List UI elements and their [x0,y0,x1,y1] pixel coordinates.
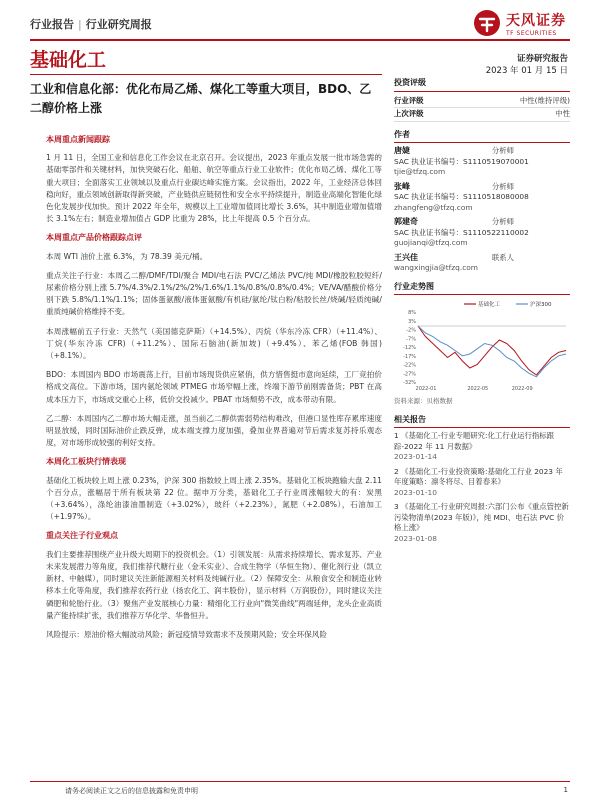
related-report-title[interactable]: 2 《基础化工-行业投资策略:基础化工行业 2023 年年度策略：凛冬将尽、目着春来》 [394,466,563,486]
chart-source: 资料来源：贝格数据 [394,397,453,405]
y-tick-label: -7% [406,336,416,343]
footer-disclaimer: 请务必阅读正文之后的信息披露和免责申明 [65,787,198,795]
section-news [30,134,382,225]
rating-heading: 投资评级 [394,78,570,92]
paragraph: 1 月 11 日，全国工业和信息化工作会议在北京召开。会议提出，2023 年重点发展一批市场急需的基础零部件和关键材料，加快突破石化、船舶、航空等重点行业工业软件；优化布局乙烯、煤化工等重大项目；全面落实工业领域以及重点行业碳达峰实施方案。会议指出，2022 年，工业经济总体回稳向好，重点领域创新取得新突破，产业链供应链韧性和安全水平持续提升，制造业高端化智能化绿色化发展步伐加快。预计 2022 年全年，规模以上工业增加值同比增长 3.6%，其中制造业增加值增长 3.1%左右；制造业增加值占 GDP 比重为 28%，比上年提高 0.5 个百分点。 [46,153,382,224]
x-tick-label: 2022-01 [415,386,437,392]
section-heading: 重点关注子行业观点 [46,531,118,541]
analyst-email[interactable]: guojianqi@tfzq.com [394,238,468,247]
analyst-role: 分析师 [491,217,514,226]
paragraph: 乙二醇：本周国内乙二醇市场大幅走涨，虽当前乙二醇供需弱势结构难改，但港口显性库存累库速度明显放缓，同时国际油价止跌反弹，成本端支撑力度加强，叠加业界普遍对节后需求复苏持乐观态度，对市场形成较强的利好支持。 [46,413,382,448]
section-heading: 本周化工板块行情表现 [46,457,126,467]
paragraph: 我们主要推荐围绕产业升级大周期下的投资机会。（1）引领发展：从需求持续增长、需求复苏、产业未来发展潜力等角度，我们推荐代糖行业（金禾实业）、合成生物学（华恒生物）、催化剂行业（凯立新材、中触媒），同时建议关注新能源相关材料及纯碱行业。（2）保障安全：从粮食安全和制造业转移本土化等角度，我们推荐农药行业（扬农化工、润丰股份），显示材料（万润股份），同时建议关注磷肥和轮胎行业。（3）聚焦产业发展核心力量：精细化工行业向"微笑曲线"两端延伸，龙头企业高质量产能持续扩张，我们推荐万华化学、华鲁恒升。 [46,549,382,620]
analyst-name: 张峰 [394,181,410,191]
y-tick-label: -32% [403,380,416,386]
legend-label: 基础化工 [478,302,501,308]
related-report-date: 2023-01-10 [394,487,437,497]
header-subcategory-label: 行业研究周报 [85,18,152,31]
related-report-title[interactable]: 1 《基础化工-行业专题研究:化工行业运行指标跟踪-2022 年 11 月数据》 [394,431,555,451]
report-date: 2023 年 01 月 15 日 [485,66,568,76]
related-report-date: 2023-01-14 [394,452,437,461]
analyst-name: 王兴佳 [394,252,418,262]
analyst-cert: SAC 执业证书编号：S1110519070001 [394,156,529,166]
page-number: 1 [563,786,568,794]
header-category: 行业报告 | 行业研究周报 [30,18,152,31]
paragraph: 本周涨幅前五子行业：天然气（美国德克萨斯）（+14.5%）、丙烷（华东冷冻 CFR）（+11.4%）、丁烷(华东冷冻 CFR)（+11.2%）、国际石脑油(新加坡)（+9.4%）、苯乙烯(FOB 韩国)（+8.1%）。 [46,326,382,361]
tf-securities-logo [472,8,566,38]
header-divider [30,39,570,41]
sidebar [394,78,570,548]
section-market [30,456,382,523]
logo-cn-text: 天风证券 [506,12,566,29]
logo-en-text: TF SECURITIES [506,29,557,37]
legend-label: 沪深300 [530,302,552,308]
tf-logo-icon [472,8,502,38]
analyst-email[interactable]: wangxingjia@tfzq.com [394,263,478,272]
section-heading: 本周重点新闻跟踪 [46,135,110,144]
analyst-email[interactable]: zhangfeng@tfzq.com [394,202,473,212]
analyst-cert: SAC 执业证书编号：S1110518080008 [394,192,529,201]
paragraph: 本周 WTI 油价上涨 6.3%，为 78.39 美元/桶。 [46,251,208,261]
title-divider [30,74,382,75]
y-tick-label: -27% [403,371,416,378]
analyst-name: 唐婕 [394,146,410,155]
authors-heading: 作者 [394,130,570,144]
paragraph: 基础化工板块较上周上涨 0.23%，沪深 300 指数较上周上涨 2.35%。基础化工板块跑输大盘 2.11 个百分点，涨幅居于所有板块第 22 位。据申万分类，基础化工子行业周涨幅较大的有：炭黑（+3.64%），涤纶油漆油墨制造（+3.02%），玻纤（+2.23%），氮肥（+2.08%），石油加工（+1.97%）。 [46,475,382,522]
section-prices [30,232,382,449]
y-tick-label: 8% [408,310,416,316]
related-report[interactable] [394,502,570,544]
analyst-card [394,217,570,249]
header-category-label: 行业报告 [30,18,74,31]
main-content [30,134,382,648]
risk-paragraph: 风险提示：原油价格大幅波动风险；新冠疫情导致需求不及预期风险；安全环保风险 [46,629,327,639]
paragraph: BDO：本周国内 BDO 市场震荡上行，目前市场现货供应紧俏，供方惜售挺市意向延续，工厂竞拍价格成交高位。下游市场，国内氨纶领域 PTMEG 市场窄幅上涨，终端下游节前刚需备货；PBT 在高成本压力下，市场成交重心上移，低价交投减少。PBAT 市场颓势不改，成本带动有限。 [46,370,382,404]
paragraph: 重点关注子行业：本周乙二醇/DMF/TDI/聚合 MDI/电石法 PVC/乙烯法 PVC/纯 MDI/橡胶粒胶短纤/尿素价格分别上涨 5.7%/4.3%/2.1%/2%/2%/1.6%/1.1%/0.8%/0.8%/0.4%；VE/VA/醋酸价格分别下跌 5.8%/1.1%/1.1%；固体蛋氨酸/液体蛋氨酸/有机硅/氨纶/钛白粉/粘胶长丝/烧碱/轻质纯碱/重质纯碱价格维持不变。 [46,270,382,317]
analyst-card [394,253,570,274]
analyst-cert: SAC 执业证书编号：S1110522110002 [394,227,529,237]
analyst-role: 联系人 [491,252,514,262]
related-report[interactable] [394,467,570,499]
page-header [30,12,570,38]
related-report-date: 2023-01-08 [394,533,437,543]
analyst-card [394,146,570,178]
report-type: 证券研究报告 [516,54,568,64]
analyst-card [394,182,570,214]
y-tick-label: -22% [403,362,416,369]
series-line-hs300 [418,326,566,377]
report-title: 工业和信息化部：优化布局乙烯、煤化工等重大项目，BDO、乙二醇价格上涨 [30,82,372,115]
y-tick-label: 3% [408,318,416,325]
y-tick-label: -12% [403,345,416,351]
related-heading: 相关报告 [394,415,570,429]
y-tick-label: -17% [403,353,416,360]
related-report[interactable] [394,431,570,463]
rating-value: 中性(维持评级) [519,95,570,105]
industry-trend-chart [394,298,570,394]
x-tick-label: 2022-05 [467,386,489,392]
y-tick-label: -2% [406,327,416,334]
rating-key: 上次评级 [394,109,424,118]
rating-row [394,95,570,109]
footer-divider [30,781,570,782]
trend-heading: 行业走势图 [394,282,570,296]
section-heading: 本周重点产品价格跟踪点评 [46,233,142,243]
rating-row [394,108,570,122]
sector-title: 基础化工 [30,49,107,71]
analyst-role: 分析师 [491,146,514,155]
x-tick-label: 2022-09 [511,386,533,392]
analyst-email[interactable]: tjie@tfzq.com [394,167,446,176]
analyst-role: 分析师 [491,181,514,191]
related-report-title[interactable]: 3 《基础化工-行业研究周报:六部门公布《重点管控新污染物清单(2023 年版)》，纯 MDI、电石法 PVC 价格上涨》 [394,502,569,532]
section-views [30,530,382,641]
trend-chart-svg [394,298,570,394]
rating-value: 中性 [555,109,570,118]
rating-key: 行业评级 [394,95,424,105]
analyst-name: 郭建奇 [394,217,418,226]
